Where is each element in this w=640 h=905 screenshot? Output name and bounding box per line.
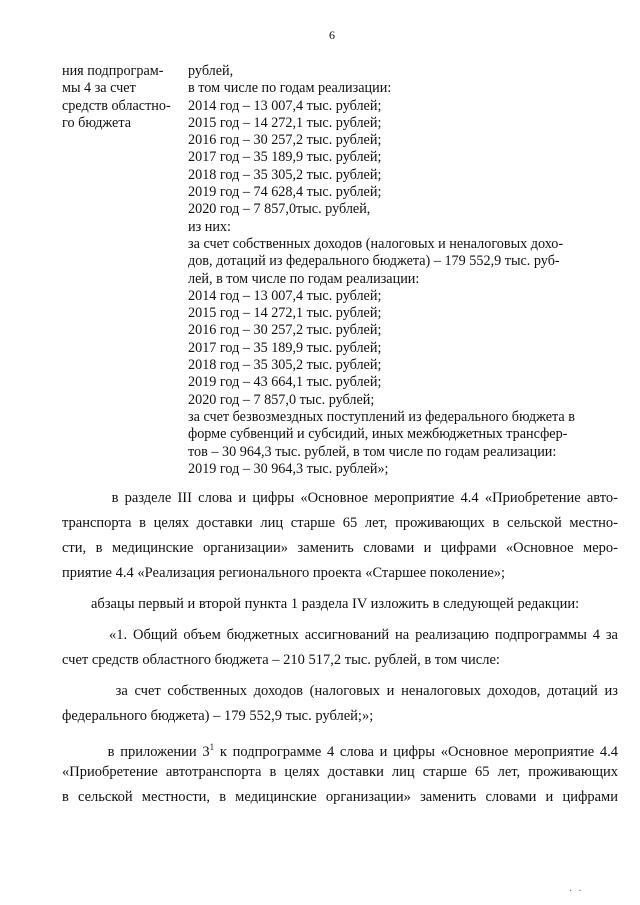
left-column-line: ния подпрограм- <box>62 63 164 79</box>
right-column-line: за счет собственных доходов (налоговых и неналоговых дохо- <box>188 235 564 252</box>
table-left-column <box>62 63 186 132</box>
paragraph <box>62 592 618 617</box>
paragraph-line: сти, в медицинские организации» заменить словами и цифрами «Основное меро- <box>62 540 618 556</box>
text-fragment: в приложении 3 <box>62 743 210 760</box>
right-column-line: 2017 год – 35 189,9 тыс. рублей; <box>188 149 382 166</box>
table-right-column <box>188 63 618 478</box>
paragraph-line: за счет собственных доходов (налоговых и неналоговых доходов, дотаций из <box>62 683 618 699</box>
paragraph <box>62 623 618 673</box>
right-column-line: форме субвенций и субсидий, иных межбюджетных трансфер- <box>188 426 568 443</box>
left-column-line: го бюджета <box>62 114 132 131</box>
paragraph-line: в сельской местности, в медицинские организации» заменить словами и цифрами <box>62 789 618 805</box>
right-column-line: тов – 30 964,3 тыс. рублей, в том числе по годам реализации: <box>188 443 557 460</box>
paragraph <box>62 679 618 729</box>
text-fragment: к подпрограмме 4 слова и цифры «Основное мероприятие 4.4 <box>214 743 618 760</box>
right-column-line: в том числе по годам реализации: <box>188 80 392 97</box>
paragraph-line: счет средств областного бюджета – 210 517,2 тыс. рублей, в том числе: <box>62 652 500 668</box>
right-column-line: 2014 год – 13 007,4 тыс. рублей; <box>188 97 382 114</box>
scan-dots: ·· <box>569 886 588 897</box>
paragraph-line <box>62 735 618 760</box>
right-column-line: из них: <box>188 218 231 235</box>
right-column-line: 2019 год – 74 628,4 тыс. рублей; <box>188 184 382 201</box>
right-column-line: 2016 год – 30 257,2 тыс. рублей; <box>188 322 382 339</box>
paragraph-line: в разделе III слова и цифры «Основное мероприятие 4.4 «Приобретение авто- <box>62 490 618 506</box>
right-column-line: лей, в том числе по годам реализации: <box>188 270 420 287</box>
left-column-line: средств областно- <box>62 97 171 114</box>
right-column-line: 2014 год – 13 007,4 тыс. рублей; <box>188 287 382 304</box>
right-column-line: 2015 год – 14 272,1 тыс. рублей; <box>188 305 382 322</box>
right-column-line: 2016 год – 30 257,2 тыс. рублей; <box>188 132 382 149</box>
right-column-line: рублей, <box>188 63 234 79</box>
right-column-line: за счет безвозмездных поступлений из федерального бюджета в <box>188 408 575 425</box>
paragraph-appendix <box>62 735 618 810</box>
paragraph-line: федерального бюджета) – 179 552,9 тыс. рублей;»; <box>62 708 374 724</box>
superscript: 1 <box>209 742 215 752</box>
paragraph-line: абзацы первый и второй пункта 1 раздела IV изложить в следующей редакции: <box>62 596 580 612</box>
page-number: 6 <box>329 28 335 42</box>
paragraph-line: «1. Общий объем бюджетных ассигнований на реализацию подпрограммы 4 за <box>62 627 618 643</box>
right-column-line: 2018 год – 35 305,2 тыс. рублей; <box>188 357 382 374</box>
right-column-line: 2020 год – 7 857,0 тыс. рублей; <box>188 391 375 408</box>
left-column-line: мы 4 за счет <box>62 80 136 97</box>
paragraph-line: «Приобретение автотранспорта в целях доставки лиц старше 65 лет, проживающих <box>62 764 618 780</box>
right-column-line: 2020 год – 7 857,0тыс. рублей, <box>188 201 371 218</box>
right-column-line: 2015 год – 14 272,1 тыс. рублей; <box>188 114 382 131</box>
right-column-line: дов, дотаций из федерального бюджета) – 179 552,9 тыс. руб- <box>188 253 560 270</box>
paragraph <box>62 486 618 586</box>
right-column-line: 2018 год – 35 305,2 тыс. рублей; <box>188 166 382 183</box>
body-text <box>62 486 618 810</box>
paragraph-line: приятие 4.4 «Реализация регионального проекта «Старшее поколение»; <box>62 565 506 581</box>
right-column-line: 2017 год – 35 189,9 тыс. рублей; <box>188 339 382 356</box>
paragraph-line: транспорта в целях доставки лиц старше 65 лет, проживающих в сельской местно- <box>62 515 618 531</box>
right-column-line: 2019 год – 30 964,3 тыс. рублей»; <box>188 460 389 477</box>
right-column-line: 2019 год – 43 664,1 тыс. рублей; <box>188 374 382 391</box>
